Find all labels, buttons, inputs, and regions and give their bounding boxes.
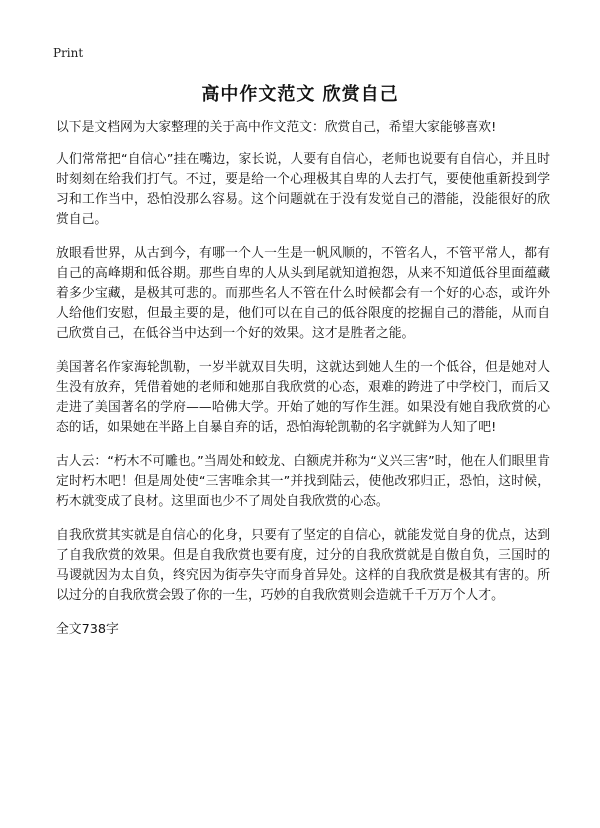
word-count: 全文738字 [56,622,119,637]
body-paragraph-2: 放眼看世界，从古到今，有哪一个人一生是一帆风顺的，不管名人，不管平常人，都有自己的高峰期和低谷期。那些自卑的人从头到尾就知道抱怨，从来不知道低谷里面蕴藏着多少宝藏，是极其可悲的。而那些名人不管在什么时候都会有一个好的心态，或许外人给他们安慰，但最主要的是，他们可以在自己的低谷限度的挖掘自己的潜能，从而自己欣赏自己，在低谷当中达到一个好的效果。这才是胜者之能。 [56,246,550,341]
body-paragraph-5: 自我欣赏其实就是自信心的化身，只要有了坚定的自信心，就能发觉自身的优点，达到了自我欣赏的效果。但是自我欣赏也要有度，过分的自我欣赏就是自傲自负，三国时的马谡就因为太自负，终究因为街亭失守而身首异处。这样的自我欣赏是极其有害的。所以过分的自我欣赏会毁了你的一生，巧妙的自我欣赏则会造就千千万万个人才。 [56,528,550,603]
document-body [56,118,550,640]
body-paragraph-4: 古人云：“朽木不可雕也。”当周处和蛟龙、白额虎并称为“义兴三害”时，他在人们眼里肯定时朽木吧！但是周处使“三害唯余其一”并找到陆云，使他改邪归正，恐怕，这时候，朽木就变成了良材。这里面也少不了周处自我欣赏的心态。 [56,454,550,509]
document-title: 高中作文范文 欣赏自己 [201,84,399,105]
body-paragraph-3: 美国著名作家海轮凯勒，一岁半就双目失明，这就达到她人生的一个低谷，但是她对人生没有放弃，凭借着她的老师和她那自我欣赏的心态，艰难的跨进了中学校门，而后又走进了美国著名的学府——哈佛大学。开始了她的写作生涯。如果没有她自我欣赏的心态的话，如果她在半路上自暴自弃的话，恐怕海轮凯勒的名字就鲜为人知了吧! [56,360,550,435]
body-paragraph-1: 人们常常把“自信心”挂在嘴边，家长说，人要有自信心，老师也说要有自信心，并且时时刻刻在给我们打气。不过，要是给一个心理极其自卑的人去打气，要使他重新投到学习和工作当中，恐怕没那么容易。这个问题就在于没有发觉自己的潜能，没能很好的欣赏自己。 [56,152,550,227]
intro-paragraph: 以下是文档网为大家整理的关于高中作文范文：欣赏自己，希望大家能够喜欢! [56,120,497,135]
print-link[interactable]: Print [53,46,84,60]
